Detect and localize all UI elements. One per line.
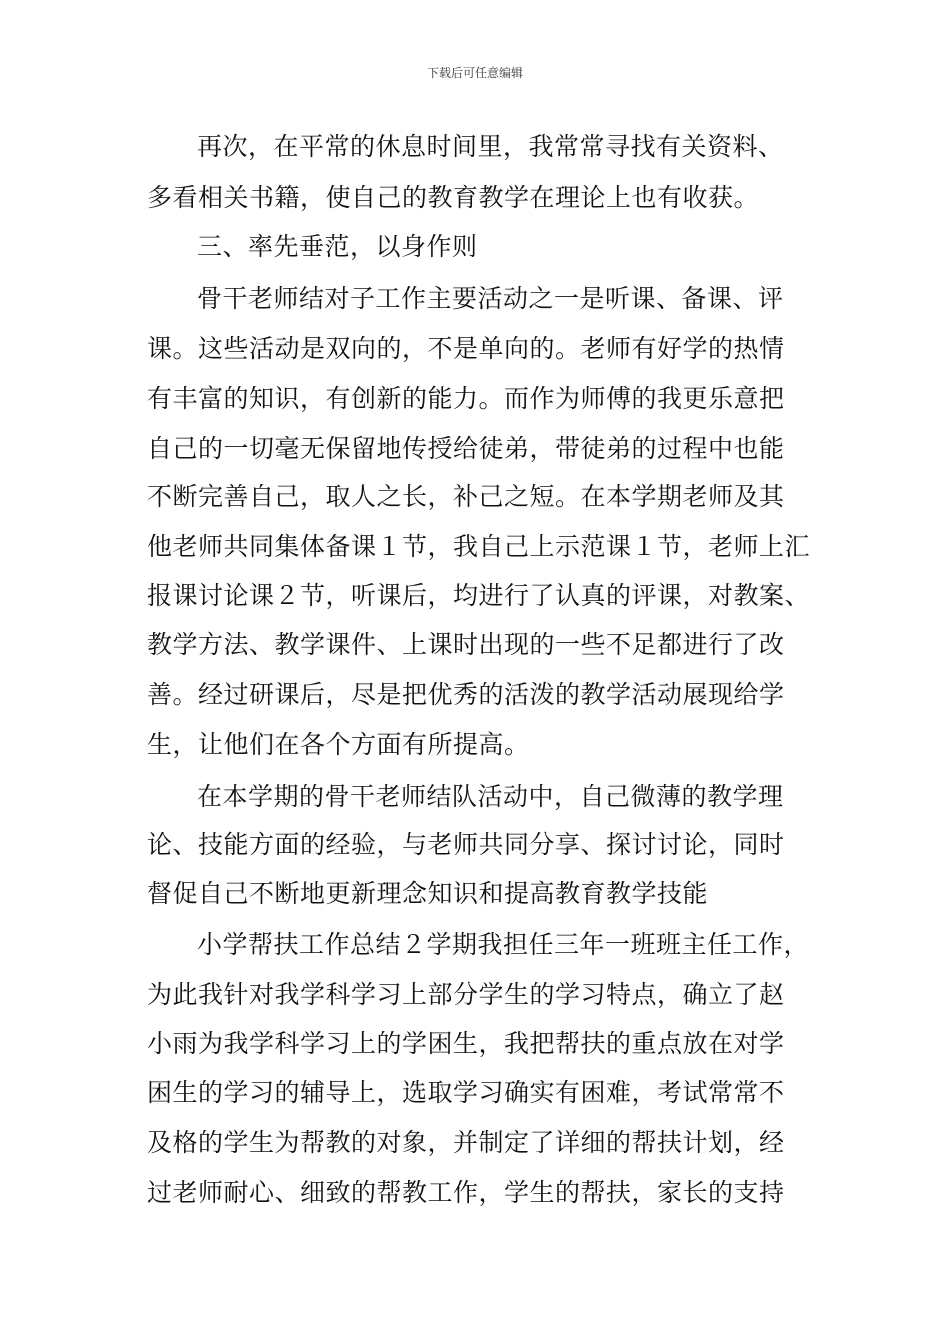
text-line: 生，让他们在各个方面有所提高。 [147, 730, 530, 759]
text-line: 不断完善自己，取人之长，补己之短。在本学期老师及其 [147, 482, 785, 511]
section-heading: 三、率先垂范，以身作则 [197, 232, 478, 261]
text-line: 教学方法、教学课件、上课时出现的一些不足都进行了改 [147, 630, 785, 659]
text-line: 有丰富的知识，有创新的能力。而作为师傅的我更乐意把 [147, 384, 785, 413]
text-line: 骨干老师结对子工作主要活动之一是听课、备课、评 [197, 284, 784, 313]
text-line: 自己的一切毫无保留地传授给徒弟，带徒弟的过程中也能 [147, 434, 785, 463]
text-line: 小雨为我学科学习上的学困生，我把帮扶的重点放在对学 [147, 1029, 785, 1058]
text-line: 论、技能方面的经验，与老师共同分享、探讨讨论，同时 [147, 830, 785, 859]
text-line: 善。经过研课后，尽是把优秀的活泼的教学活动展现给学 [147, 680, 785, 709]
text-line: 多看相关书籍，使自己的教育教学在理论上也有收获。 [147, 183, 760, 212]
page-header: 下载后可任意编辑 [426, 66, 523, 80]
text-line: 困生的学习的辅导上，选取学习确实有困难，考试常常不 [147, 1078, 785, 1107]
text-line: 再次，在平常的休息时间里，我常常寻找有关资料、 [197, 132, 784, 161]
text-line: 督促自己不断地更新理念知识和提高教育教学技能 [147, 879, 709, 908]
text-line: 报课讨论课２节，听课后，均进行了认真的评课，对教案、 [147, 581, 811, 610]
text-line: 小学帮扶工作总结２学期我担任三年一班班主任工作， [197, 930, 810, 959]
text-line: 过老师耐心、细致的帮教工作，学生的帮扶，家长的支持 [147, 1178, 785, 1207]
text-line: 他老师共同集体备课１节，我自己上示范课１节，老师上汇 [147, 532, 811, 561]
text-line: 课。这些活动是双向的，不是单向的。老师有好学的热情 [147, 334, 785, 363]
text-line: 为此我针对我学科学习上部分学生的学习特点，确立了赵 [147, 980, 785, 1009]
text-line: 在本学期的骨干老师结队活动中，自己微薄的教学理 [197, 782, 784, 811]
text-line: 及格的学生为帮教的对象，并制定了详细的帮扶计划，经 [147, 1128, 785, 1157]
